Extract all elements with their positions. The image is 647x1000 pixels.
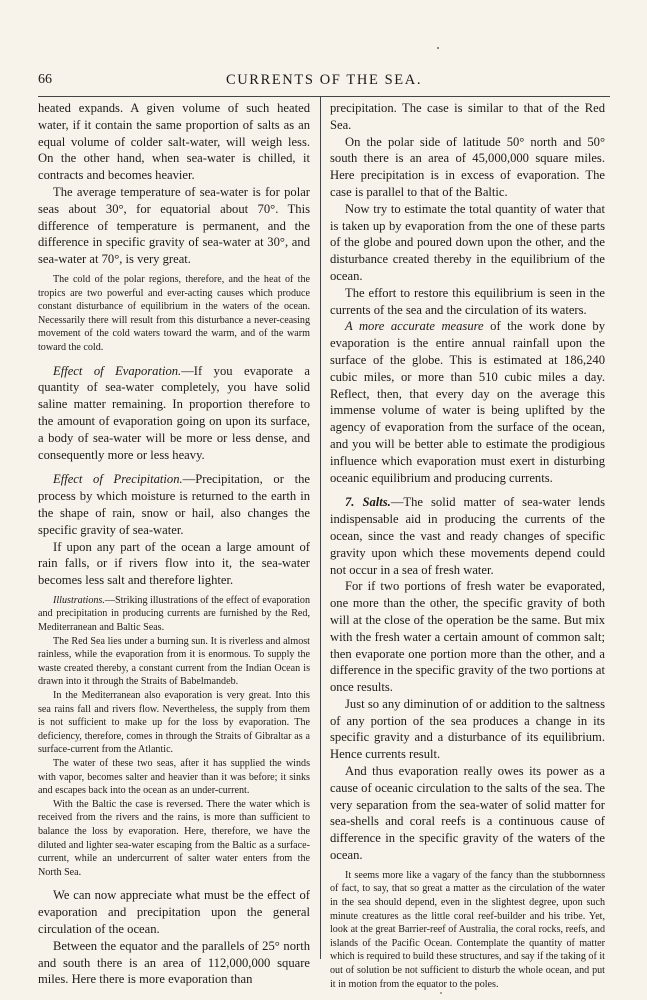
note-paragraph: It seems more like a vagary of the fancy than the stubbornness of fact, to say, that so great a matter as the circulation of the water in the sea should depend, even in the slightest degree, upon such minute creatures as the little coral reef-builder and his tribe. Yet, look at the great Barrier-reef of Australia, the coral rocks, reefs, and islands of the Pacific Ocean. Contemplate the quantity of matter which is required to build these structures, and say if the taking of it out of solution be not sufficient to disturb the whole ocean, and put it in motion from the equator to the poles. xyxy=(330,869,605,990)
page-header xyxy=(38,72,610,92)
paragraph: Between the equator and the parallels of 25° north and south there is an area of 112,000,000 square miles. Here there is more evaporation than xyxy=(38,938,310,987)
note-paragraph: The water of these two seas, after it has supplied the winds with vapor, becomes salter and heavier than it was before; it sinks and escapes back into the ocean as an under-current. xyxy=(38,758,310,797)
paragraph: Just so any diminution of or addition to the saltness of any portion of the sea produces a change in its specific gravity and a disturbance of its equilibrium. Hence currents result. xyxy=(330,696,605,762)
header-rule xyxy=(38,96,610,97)
section-heading: Effect of Precipitation. xyxy=(53,472,183,487)
paragraph: Effect of Precipitation.—Precipitation, or the process by which moisture is returned to the earth in the shape of rain, snow or hail, also changes the specific gravity of sea-water. xyxy=(38,472,310,537)
page-number: 66 xyxy=(38,72,52,87)
note-paragraph: The cold of the polar regions, therefore, and the heat of the tropics are two powerful and ever-acting causes which produce constant disturbance of equilibrium in the waters of the ocean. Necessarily there will result from this disturbance a never-ceasing movement of the cold waters toward the warm, and of the warm toward the cold. xyxy=(38,273,310,353)
note-paragraph: With the Baltic the case is reversed. There the water which is received from the rivers and the rains, is more than sufficient to balance the loss by evaporation. Here, therefore, we have the diluted and lighter sea-water escaping from the Baltic as a surface-current, while an undercurrent of salter water enters from the North Sea. xyxy=(38,798,310,878)
paragraph: heated expands. A given volume of such heated water, if it contain the same proportion of salts as an equal volume of colder salt-water, will weigh less. On the other hand, when sea-water is chilled, it contracts and becomes heavier. xyxy=(38,101,310,183)
note-paragraph: In the Mediterranean also evaporation is very great. Into this sea rains fall and rivers flow. Nevertheless, the supply from them is not sufficient to make up for the loss by evaporation. The deficiency, therefore, comes in through the Straits of Gibraltar as a surface-current from the Atlantic. xyxy=(38,690,310,756)
section-heading: A more accurate measure xyxy=(345,319,484,334)
column-divider xyxy=(320,97,321,959)
paragraph: precipitation. The case is similar to that of the Red Sea. xyxy=(330,101,605,132)
section-heading: 7. Salts. xyxy=(345,495,391,510)
paragraph: Effect of Evaporation.—If you evaporate a quantity of sea-water completely, you have solid saline matter remaining. In proportion therefore to the amount of evaporation going on upon its surface, a body of sea-water will be more or less dense, and consequently more or less heavy. xyxy=(38,363,310,462)
paragraph: And thus evaporation really owes its power as a cause of oceanic circulation to the salts of the sea. The very separation from the sea-water of solid matter for sea-shells and coral reefs is a continuous cause of difference in the specific gravity of the waters of the ocean. xyxy=(330,764,605,863)
note-paragraph: The Red Sea lies under a burning sun. It is riverless and almost rainless, while the evaporation from it is enormous. To supply the waste created thereby, a constant current from the Indian Ocean is drawn into it through the Straits of Babelmandeb. xyxy=(38,635,310,688)
paragraph: If upon any part of the ocean a large amount of rain falls, or if rivers flow into it, the sea-water becomes less salt and therefore lighter. xyxy=(38,539,310,588)
paragraph: Now try to estimate the total quantity of water that is taken up by evaporation from the one of these parts of the globe and poured down upon the other, and the disturbance created thereby in the equilibrium of the ocean. xyxy=(330,201,605,283)
paragraph: For if two portions of fresh water be evaporated, one more than the other, the specific gravity of both will at the close of the operation be the same. But mix with the fresh water a certain amount of common salt; then evaporate one portion more than the other, and a difference in the specific gravity of the two portions at once results. xyxy=(330,579,605,695)
speck-mark xyxy=(437,47,439,49)
paragraph: A more accurate measure of the work done by evaporation is the entire annual rainfall upon the surface of the globe. This is estimated at 186,240 cubic miles, or more than 510 cubic miles a day. Reflect, then, that every day on the average this immense volume of water is being uplifted by the agency of evaporation from the surface of the ocean, and you will be better able to estimate the prodigious influence which evaporation must exert in disturbing oceanic equilibrium and producing currents. xyxy=(330,319,605,485)
speck-mark-bottom xyxy=(440,992,442,994)
paragraph: The average temperature of sea-water is for polar seas about 30°, for equatorial about 70°. This difference of temperature is permanent, and the difference in specific gravity of sea-water at 30°, and sea-water at 70°, is very great. xyxy=(38,184,310,267)
paragraph: 7. Salts.—The solid matter of sea-water lends indispensable aid in producing the currents of the ocean, since the vast and ready changes of specific gravity upon which these movements depend could not occur in a sea of fresh water. xyxy=(330,495,605,577)
paragraph: The effort to restore this equilibrium is seen in the currents of the sea and the circulation of its waters. xyxy=(330,285,605,317)
note-paragraph: Illustrations.—Striking illustrations of the effect of evaporation and precipitation in producing currents are furnished by the Red, Mediterranean and Baltic Seas. xyxy=(38,594,310,634)
paragraph: On the polar side of latitude 50° north and 50° south there is an area of 45,000,000 square miles. Here precipitation is in excess of evaporation. The case is parallel to that of the Baltic. xyxy=(330,134,605,199)
paragraph: We can now appreciate what must be the effect of evaporation and precipitation upon the general circulation of the ocean. xyxy=(38,888,310,936)
section-heading: Effect of Evaporation. xyxy=(53,363,182,378)
right-column xyxy=(330,100,605,991)
left-column xyxy=(38,100,310,988)
running-title: CURRENTS OF THE SEA. xyxy=(225,72,423,88)
section-heading: Illustrations. xyxy=(53,594,105,606)
